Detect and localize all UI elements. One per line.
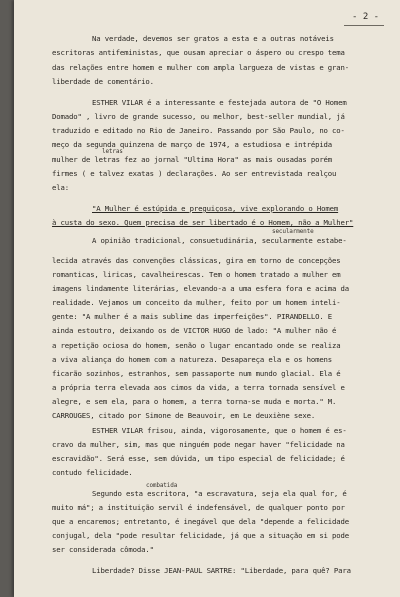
- text-line: realidade. Vejamos um conceito da mulher, feito por um homem inteli-: [52, 298, 341, 307]
- text-line: contudo felicidade.: [52, 468, 133, 477]
- text-line: ficarão sozinhos, estranhos, sem passaporte num mundo glacial. Ela é: [52, 369, 341, 378]
- text-line: alegre, e sem ela, para o homem, a terra torna-se muda e morta." M.: [52, 397, 337, 406]
- text-line: imagens lindamente literárias, elevando-a a uma esfera fora e acima da: [52, 284, 350, 293]
- text-line: ser considerada cômoda.": [52, 545, 154, 554]
- text-line: das relações entre homem e mulher com ampla largueza de vistas e gran-: [52, 63, 350, 72]
- text-line: A opinião tradicional, consuetudinária, secularmente estabe-: [92, 236, 347, 245]
- quote-line: "A Mulher é estúpida e preguiçosa, vive explorando o Homem: [92, 204, 339, 213]
- text-line: lecida através das convenções clássicas, gira em torno de concepções: [52, 256, 341, 265]
- text-line: firmes ( e talvez exatas ) declarações. Ao ser entrevistada realçou: [52, 169, 337, 178]
- text-line: Segundo esta escritora, "a escravatura, seja ela qual for, é: [92, 489, 347, 498]
- interlinear-annotation: secularmente: [272, 228, 314, 235]
- text-line: a própria terra elevada aos cimos da vida, a terra tornada sensível e: [52, 383, 345, 392]
- text-line: mulher de letras fez ao jornal "Ultima Hora" as mais ousadas porém: [52, 155, 333, 164]
- interlinear-annotation: combatida: [146, 482, 178, 489]
- text-line: que a encaremos; entretanto, é inegável que dela "depende a felicidade: [52, 517, 350, 526]
- text-line: Na verdade, devemos ser gratos a esta e a outras notáveis: [92, 34, 334, 43]
- text-line: ESTHER VILAR frisou, ainda, vigorosamente, que o homem é es-: [92, 426, 347, 435]
- text-line: muito má"; a instituição servil é indefensável, de qualquer ponto por: [52, 503, 345, 512]
- text-line: a repetição ociosa do homem, senão o lugar encantado onde se realiza: [52, 341, 341, 350]
- text-line: meço da segunda quinzena de março de 1974, a estudiosa e intrépida: [52, 140, 333, 149]
- text-line: gente: "A mulher é a mais sublime das imperfeições". PIRANDELLO. E: [52, 312, 333, 321]
- text-line: escravidão". Será esse, sem dúvida, um tipo especial de felicidade; é: [52, 454, 345, 463]
- text-line: cravo da mulher, sim, mas que ninguém pode negar haver "felicidade na: [52, 440, 345, 449]
- page-number: - 2 -: [352, 12, 380, 22]
- text-line: liberdade de comentário.: [52, 77, 154, 86]
- page-number-underline: [344, 25, 384, 26]
- text-line: traduzido e editado no Rio de Janeiro. Passando por São Paulo, no co-: [52, 126, 345, 135]
- text-line: Domado" , livro de grande sucesso, ou melhor, best-seller mundial, já: [52, 112, 345, 121]
- text-line: romanticas, liricas, cavalheirescas. Tem o homem tratado a mulher em: [52, 270, 341, 279]
- text-line: ESTHER VILAR é a interessante e festejada autora de "O Homem: [92, 98, 347, 107]
- text-line: CARROUGES, citado por Simone de Beauvoir, em Le deuxiène sexe.: [52, 411, 316, 420]
- text-line: escritoras antifeministas, que ousam apreciar o áspero ou crespo tema: [52, 48, 345, 57]
- text-line: ela:: [52, 183, 69, 192]
- text-line: a viva aliança do homem com a natureza. Desapareça ela e os homens: [52, 355, 333, 364]
- quote-line: à custa do sexo. Quem precisa de ser libertado é o Homem, não a Mulher": [52, 218, 354, 227]
- text-line: ainda estoutro, deixando os de VICTOR HUGO de lado: "A mulher não é: [52, 326, 337, 335]
- interlinear-annotation: letras: [102, 148, 123, 155]
- document-page: [14, 0, 400, 597]
- text-line: Liberdade? Disse JEAN-PAUL SARTRE: "Liberdade, para quê? Para: [92, 566, 351, 575]
- text-line: conjugal, dela "pode resultar felicidade, já que a situação em si pode: [52, 531, 350, 540]
